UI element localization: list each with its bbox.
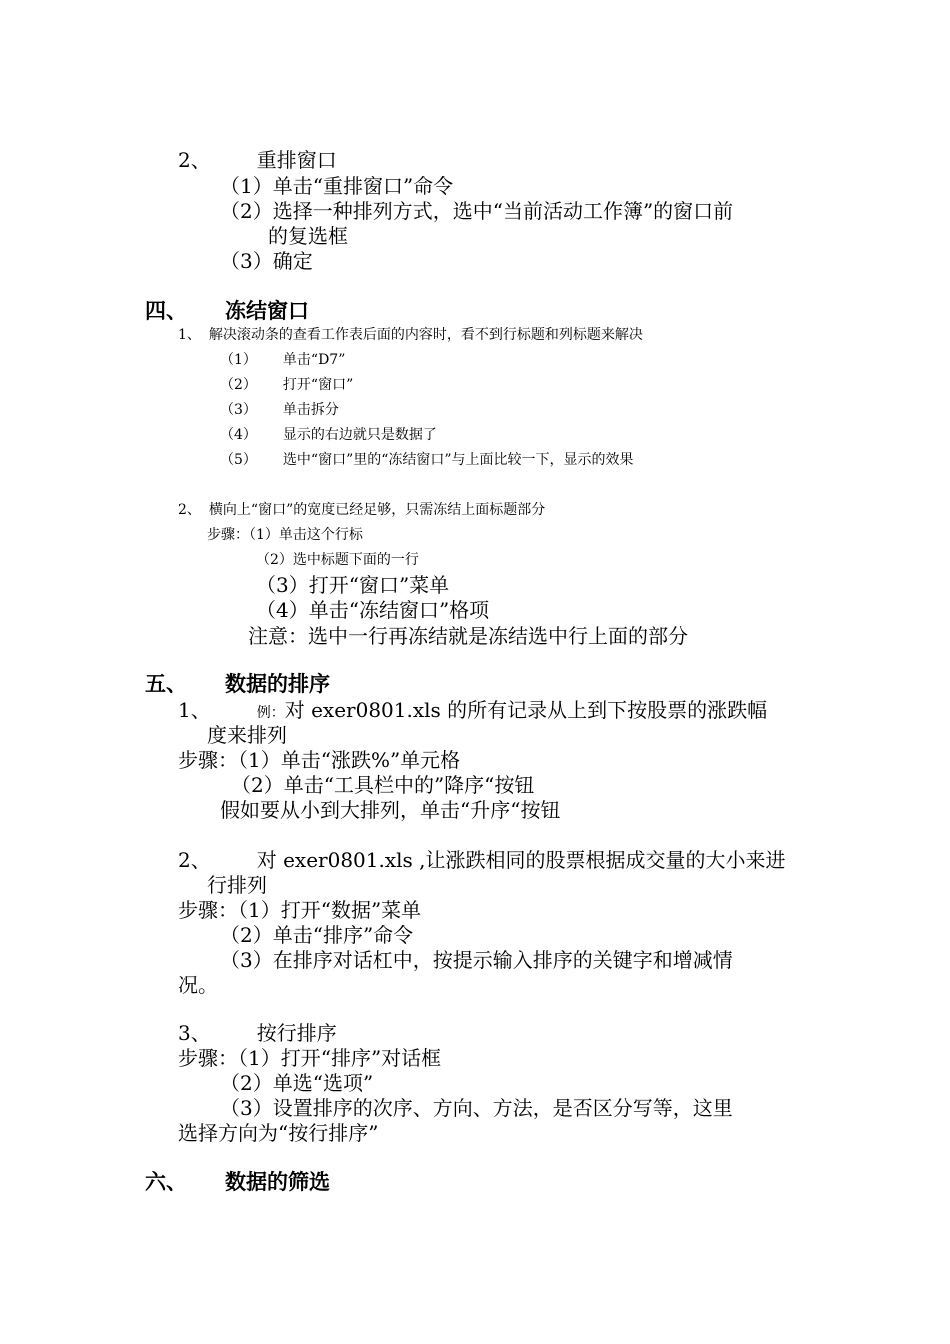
step-text: 选中“窗口”里的“冻结窗口”与上面比较一下，显示的效果 <box>282 452 634 468</box>
item-number: 1、 <box>178 698 211 722</box>
section-title: 数据的筛选 <box>225 1170 330 1194</box>
item-number: 2、 <box>178 502 201 518</box>
step-line: 步骤：（1）单击这个行标 <box>207 527 363 543</box>
step-text: 单击“D7” <box>282 352 346 368</box>
section-number: 六、 <box>145 1170 187 1194</box>
section-heading <box>145 1172 330 1193</box>
item-text: 横向上“窗口”的宽度已经足够，只需冻结上面标题部分 <box>208 502 546 518</box>
item-text: 按行排序 <box>256 1021 337 1045</box>
step-line: （3）确定 <box>220 249 313 273</box>
step-line <box>220 378 353 392</box>
step-text: 单击拆分 <box>282 402 339 418</box>
step-line: 步骤：（1）打开“数据”菜单 <box>178 898 422 922</box>
section-heading <box>145 674 330 695</box>
section-title: 数据的排序 <box>225 672 330 696</box>
item-text: 解决滚动条的查看工作表后面的内容时，看不到行标题和列标题来解决 <box>208 327 643 343</box>
step-number: （4） <box>220 427 257 443</box>
step-text: 显示的右边就只是数据了 <box>282 427 437 443</box>
section-title: 冻结窗口 <box>225 299 309 323</box>
note-line: 注意：选中一行再冻结就是冻结选中行上面的部分 <box>248 624 688 648</box>
step-line: （2）选择一种排列方式，选中“当前活动工作簿”的窗口前 <box>220 199 734 223</box>
step-line: 步骤：（1）单击“涨跌%”单元格 <box>178 748 461 772</box>
step-line-continued: 的复选框 <box>268 224 348 248</box>
step-line-continued: 况。 <box>178 973 218 997</box>
section-number: 五、 <box>145 672 187 696</box>
item-number: 2、 <box>178 848 211 872</box>
section-number: 四、 <box>145 299 187 323</box>
step-line: （4）单击“冻结窗口”格项 <box>256 598 490 622</box>
item-text: 对 exer0801.xls 的所有记录从上到下按股票的涨跌幅 <box>284 698 768 722</box>
step-line <box>220 428 437 442</box>
step-line: （2）单选“选项” <box>220 1071 374 1095</box>
item-number: 3、 <box>178 1021 211 1045</box>
item-number: 2、 <box>178 148 211 172</box>
step-number: （1） <box>220 352 257 368</box>
item-title: 重排窗口 <box>256 148 337 172</box>
step-line: （3）设置排序的次序、方向、方法，是否区分写等，这里 <box>220 1096 733 1120</box>
step-number: （5） <box>220 452 257 468</box>
item-text-continued: 行排列 <box>207 873 267 897</box>
list-item-heading <box>178 1023 337 1043</box>
step-line <box>220 403 339 417</box>
list-item-heading <box>178 328 643 342</box>
step-number: （3） <box>220 402 257 418</box>
step-text: 打开“窗口” <box>282 377 354 393</box>
step-line: （3）打开“窗口”菜单 <box>256 573 450 597</box>
step-line: 步骤：（1）打开“排序”对话框 <box>178 1046 442 1070</box>
item-number: 1、 <box>178 327 201 343</box>
step-line <box>220 353 345 367</box>
list-item-heading <box>178 503 545 517</box>
step-line: （1）单击“重排窗口”命令 <box>220 174 454 198</box>
step-line: 假如要从小到大排列，单击“升序“按钮 <box>220 798 561 822</box>
step-line: （2）单击“工具栏中的”降序“按钮 <box>231 773 535 797</box>
step-line <box>220 453 634 467</box>
step-line-continued: 选择方向为“按行排序” <box>178 1121 379 1145</box>
list-item-heading <box>178 700 767 720</box>
step-line: （2）选中标题下面的一行 <box>256 552 419 568</box>
item-text: 对 exer0801.xls ,让涨跌相同的股票根据成交量的大小来进 <box>256 848 786 872</box>
list-item-heading <box>178 150 337 170</box>
step-line: （2）单击“排序”命令 <box>220 923 414 947</box>
step-line: （3）在排序对话杠中，按提示输入排序的关键字和增减情 <box>220 948 733 972</box>
item-lead: 例： <box>256 705 285 721</box>
list-item-heading <box>178 850 786 870</box>
item-text-continued: 度来排列 <box>207 723 287 747</box>
section-heading <box>145 301 309 322</box>
step-number: （2） <box>220 377 257 393</box>
